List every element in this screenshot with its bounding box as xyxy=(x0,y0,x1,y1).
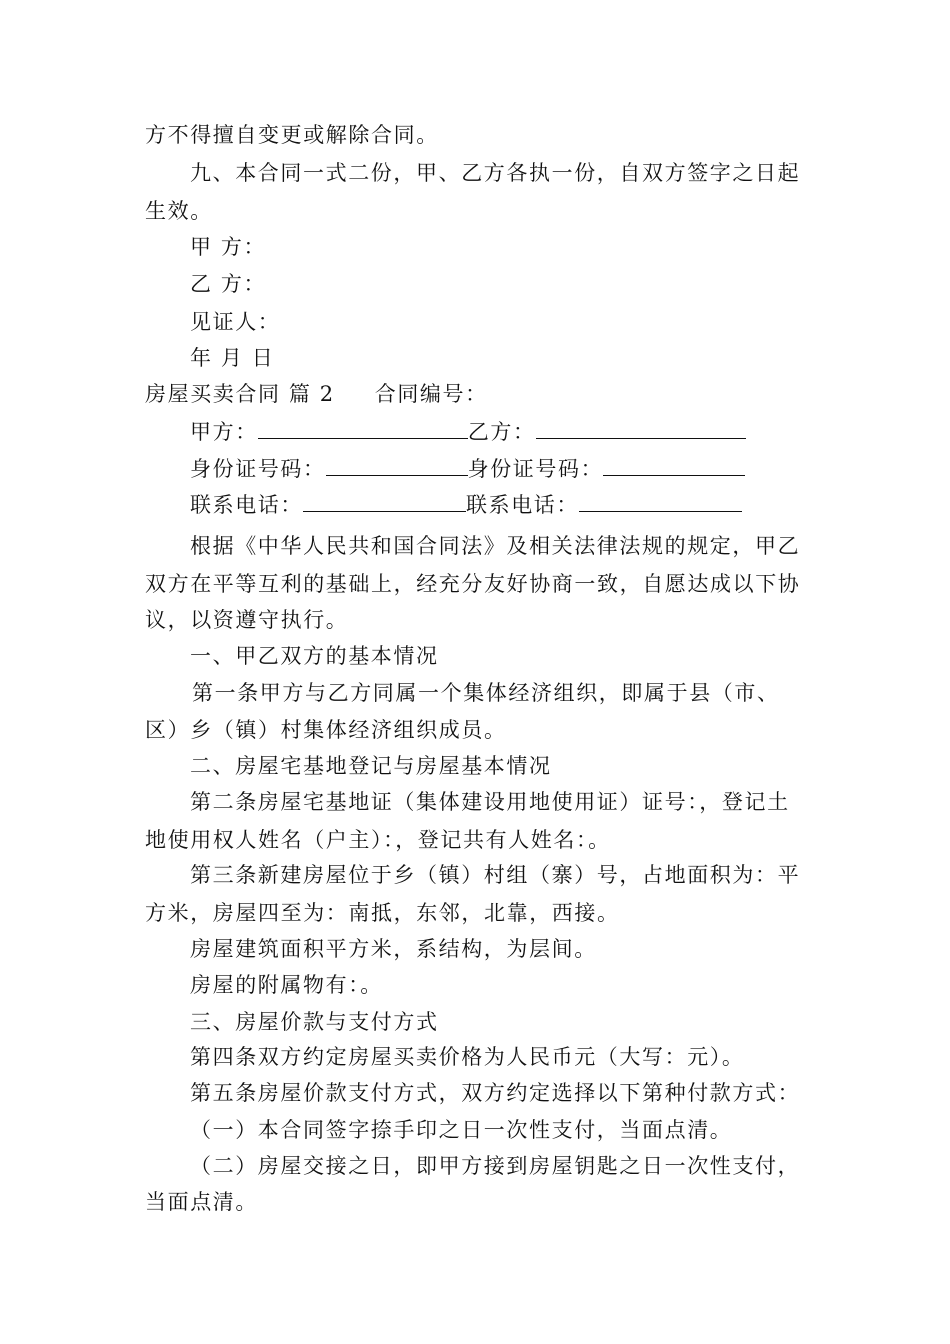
phone-b-blank[interactable] xyxy=(579,493,742,512)
phone-label-a: 联系电话： xyxy=(190,493,303,517)
id-number-a-blank[interactable] xyxy=(326,457,468,476)
paragraph-line: 议，以资遵守执行。 xyxy=(145,608,349,632)
signature-date: 年 月 日 xyxy=(190,346,275,370)
phone-fields-row xyxy=(190,493,742,517)
article-four-line: 第四条双方约定房屋买卖价格为人民币元（大写：元）。 xyxy=(190,1045,745,1069)
contract-number-label: 合同编号： xyxy=(374,382,488,406)
article-three-line: 第三条新建房屋位于乡（镇）村组（寨）号，占地面积为：平 xyxy=(190,863,801,887)
section-two-heading: 二、房屋宅基地登记与房屋基本情况 xyxy=(190,754,552,778)
section-one-heading: 一、甲乙双方的基本情况 xyxy=(190,644,439,668)
clause-nine-line: 九、本合同一式二份，甲、乙方各执一份，自双方签字之日起 xyxy=(190,161,801,185)
party-fields-row xyxy=(190,420,746,444)
id-number-label-a: 身份证号码： xyxy=(190,457,326,481)
party-a-label: 甲方： xyxy=(190,420,258,444)
article-five-line: 第五条房屋价款支付方式，双方约定选择以下第种付款方式： xyxy=(190,1081,801,1105)
paragraph-line: 房屋建筑面积平方米，系结构，为层间。 xyxy=(190,937,597,961)
phone-a-blank[interactable] xyxy=(303,493,466,512)
contract-title: 房屋买卖合同 篇 2 xyxy=(145,382,335,406)
paragraph-line: 生效。 xyxy=(145,199,213,223)
party-a-blank[interactable] xyxy=(258,420,468,439)
payment-option-one: （一）本合同签字捺手印之日一次性支付，当面点清。 xyxy=(190,1118,733,1142)
id-number-label-b: 身份证号码： xyxy=(467,457,604,481)
article-one-line: 第一条甲方与乙方同属一个集体经济组织，即属于县（市、 xyxy=(192,681,780,705)
phone-label-b: 联系电话： xyxy=(466,493,579,517)
section-three-heading: 三、房屋价款与支付方式 xyxy=(190,1010,439,1034)
section-heading xyxy=(145,382,488,406)
paragraph-line: 地使用权人姓名（户主）：，登记共有人姓名：。 xyxy=(145,828,611,852)
paragraph-line: 双方在平等互利的基础上，经充分友好协商一致，自愿达成以下协 xyxy=(145,572,801,596)
party-b-label: 乙方： xyxy=(467,420,536,444)
paragraph-line: 方不得擅自变更或解除合同。 xyxy=(145,123,439,147)
paragraph-line: 方米，房屋四至为：南抵，东邻，北靠，西接。 xyxy=(145,901,620,925)
paragraph-line: 房屋的附属物有：。 xyxy=(190,973,383,997)
id-fields-row xyxy=(190,457,745,481)
payment-option-two: （二）房屋交接之日，即甲方接到房屋钥匙之日一次性支付， xyxy=(190,1154,801,1178)
signature-witness: 见证人： xyxy=(190,310,281,334)
paragraph-line: 当面点清。 xyxy=(145,1190,258,1214)
id-number-b-blank[interactable] xyxy=(603,457,745,476)
paragraph-line: 区）乡（镇）村集体经济组织成员。 xyxy=(145,718,507,742)
signature-party-a: 甲 方： xyxy=(190,235,267,259)
party-b-blank[interactable] xyxy=(536,420,746,439)
article-two-line: 第二条房屋宅基地证（集体建设用地使用证）证号：，登记土 xyxy=(190,790,790,814)
signature-party-b: 乙 方： xyxy=(190,272,267,296)
paragraph-line: 根据《中华人民共和国合同法》及相关法律法规的规定，甲乙 xyxy=(190,534,801,558)
